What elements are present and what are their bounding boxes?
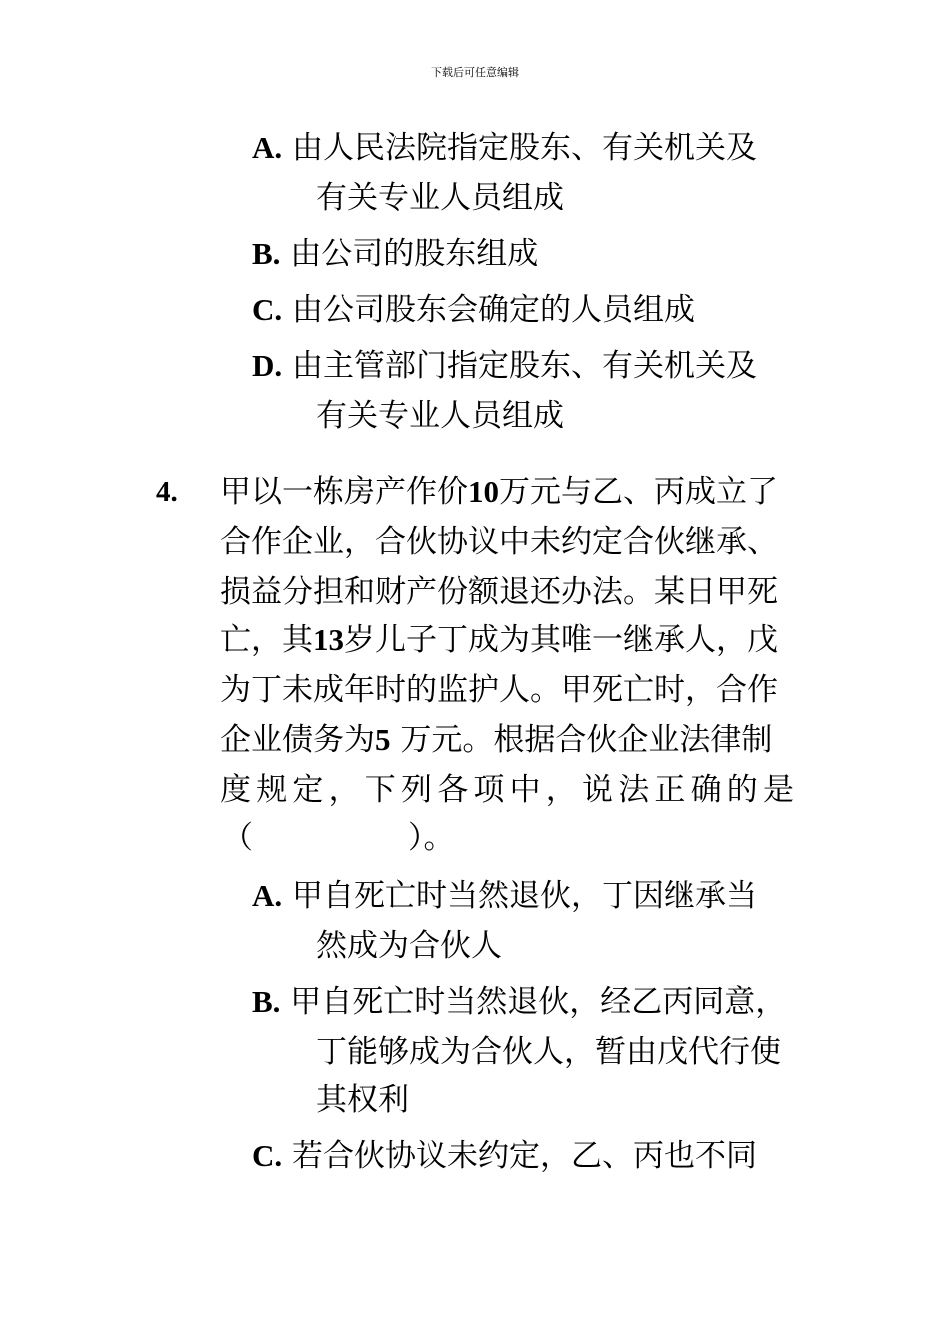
stem-number: 10 bbox=[468, 474, 499, 509]
question-stem-line-3: 损益分担和财产份额退还办法。某日甲死 bbox=[220, 574, 778, 610]
page-header: 下载后可任意编辑 bbox=[431, 66, 519, 79]
question-stem-line-1 bbox=[220, 472, 778, 512]
option-text: 由公司的股东组成 bbox=[290, 236, 539, 272]
option-text: 甲自死亡时当然退伙，丁因继承当 bbox=[292, 878, 757, 914]
stem-text: 甲以一栋房产作价 bbox=[220, 474, 468, 510]
stem-text: 亡，其 bbox=[220, 622, 313, 658]
stem-number: 13 bbox=[313, 622, 344, 657]
option-a-prev-continuation: 有关专业人员组成 bbox=[316, 180, 564, 216]
option-letter: B. bbox=[252, 236, 281, 271]
option-b-continuation-1: 丁能够成为合伙人，暂由戊代行使 bbox=[316, 1034, 781, 1070]
option-b-continuation-2: 其权利 bbox=[316, 1082, 409, 1118]
option-text: 由公司股东会确定的人员组成 bbox=[292, 292, 695, 328]
stem-text: 万元。根据合伙企业法律制 bbox=[390, 722, 773, 758]
answer-blank: （ ）。 bbox=[222, 820, 455, 856]
option-text: 由主管部门指定股东、有关机关及 bbox=[292, 348, 757, 384]
question-number: 4. bbox=[156, 476, 178, 508]
option-letter: B. bbox=[252, 984, 281, 1019]
question-stem-line-5: 为丁未成年时的监护人。甲死亡时，合作 bbox=[220, 672, 778, 708]
option-letter: A. bbox=[252, 878, 283, 913]
option-text: 甲自死亡时当然退伙，经乙丙同意， bbox=[290, 984, 787, 1020]
option-c bbox=[252, 1136, 757, 1176]
option-a-prev bbox=[252, 128, 757, 168]
option-b-prev bbox=[252, 234, 538, 274]
question-stem-line-7 bbox=[220, 770, 794, 810]
stem-text-justified: 度规定，下列各项中，说法正确的是 bbox=[220, 772, 794, 808]
stem-text: 岁儿子丁成为其唯一继承人，戊 bbox=[344, 622, 778, 658]
option-letter: A. bbox=[252, 130, 283, 165]
option-letter: C. bbox=[252, 1138, 283, 1173]
option-text: 若合伙协议未约定，乙、丙也不同 bbox=[292, 1138, 757, 1174]
question-stem-line-2: 合作企业，合伙协议中未约定合伙继承、 bbox=[220, 524, 778, 560]
option-text: 由人民法院指定股东、有关机关及 bbox=[292, 130, 757, 166]
option-d-prev bbox=[252, 346, 757, 386]
option-a bbox=[252, 876, 757, 916]
stem-text: 企业债务为 bbox=[220, 722, 375, 758]
option-d-prev-continuation: 有关专业人员组成 bbox=[316, 398, 564, 434]
question-stem-line-4 bbox=[220, 620, 778, 660]
stem-number: 5 bbox=[375, 722, 391, 757]
option-letter: C. bbox=[252, 292, 283, 327]
option-b bbox=[252, 982, 786, 1022]
option-letter: D. bbox=[252, 348, 283, 383]
stem-text: 万元与乙、丙成立了 bbox=[499, 474, 778, 510]
question-stem-line-6 bbox=[220, 720, 772, 760]
option-a-continuation: 然成为合伙人 bbox=[316, 928, 502, 964]
option-c-prev bbox=[252, 290, 695, 330]
